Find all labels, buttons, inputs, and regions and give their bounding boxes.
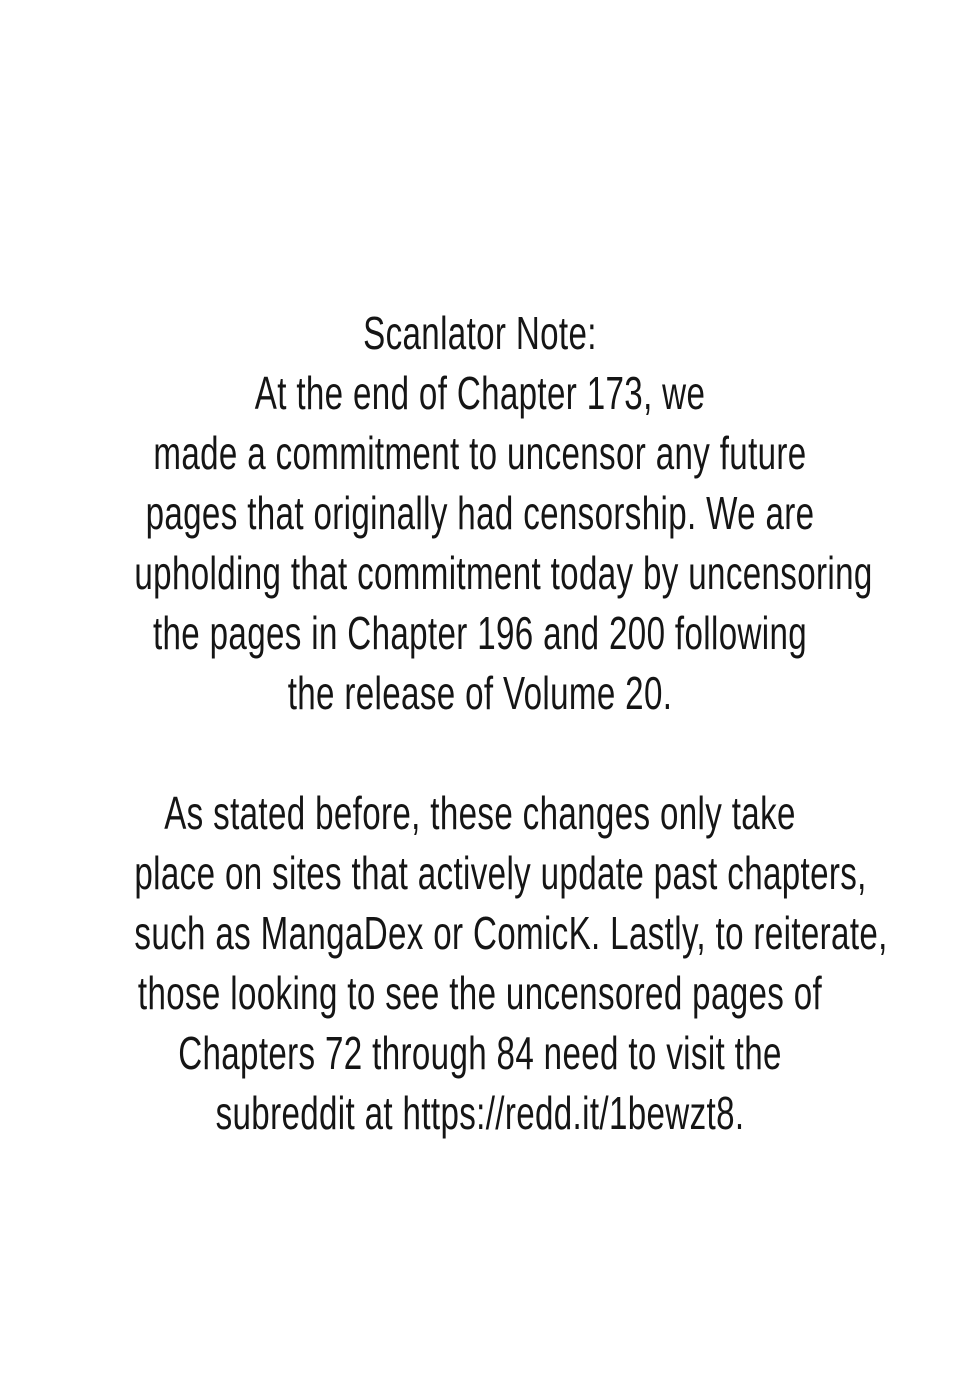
note-line: made a commitment to uncensor any future <box>153 427 807 479</box>
note-line: At the end of Chapter 173, we <box>254 367 706 419</box>
note-line: such as MangaDex or ComicK. Lastly, to reiterate, <box>134 907 888 959</box>
note-title: Scanlator Note: <box>363 307 597 359</box>
note-line: As stated before, these changes only take <box>164 787 796 839</box>
note-line: the release of Volume 20. <box>287 667 673 719</box>
note-line-with-url: subreddit at https://redd.it/1bewzt8. <box>215 1087 745 1139</box>
note-line: those looking to see the uncensored pages of <box>137 967 823 1019</box>
note-line: pages that originally had censorship. We are <box>145 487 815 539</box>
note-line: upholding that commitment today by uncensoring <box>134 547 873 599</box>
note-line: place on sites that actively update past chapters, <box>134 847 867 899</box>
note-line: Chapters 72 through 84 need to visit the <box>178 1027 782 1079</box>
paragraph-spacer <box>134 723 825 783</box>
note-line: the pages in Chapter 196 and 200 following <box>152 607 808 659</box>
scanlator-note-text-block <box>134 0 888 1143</box>
